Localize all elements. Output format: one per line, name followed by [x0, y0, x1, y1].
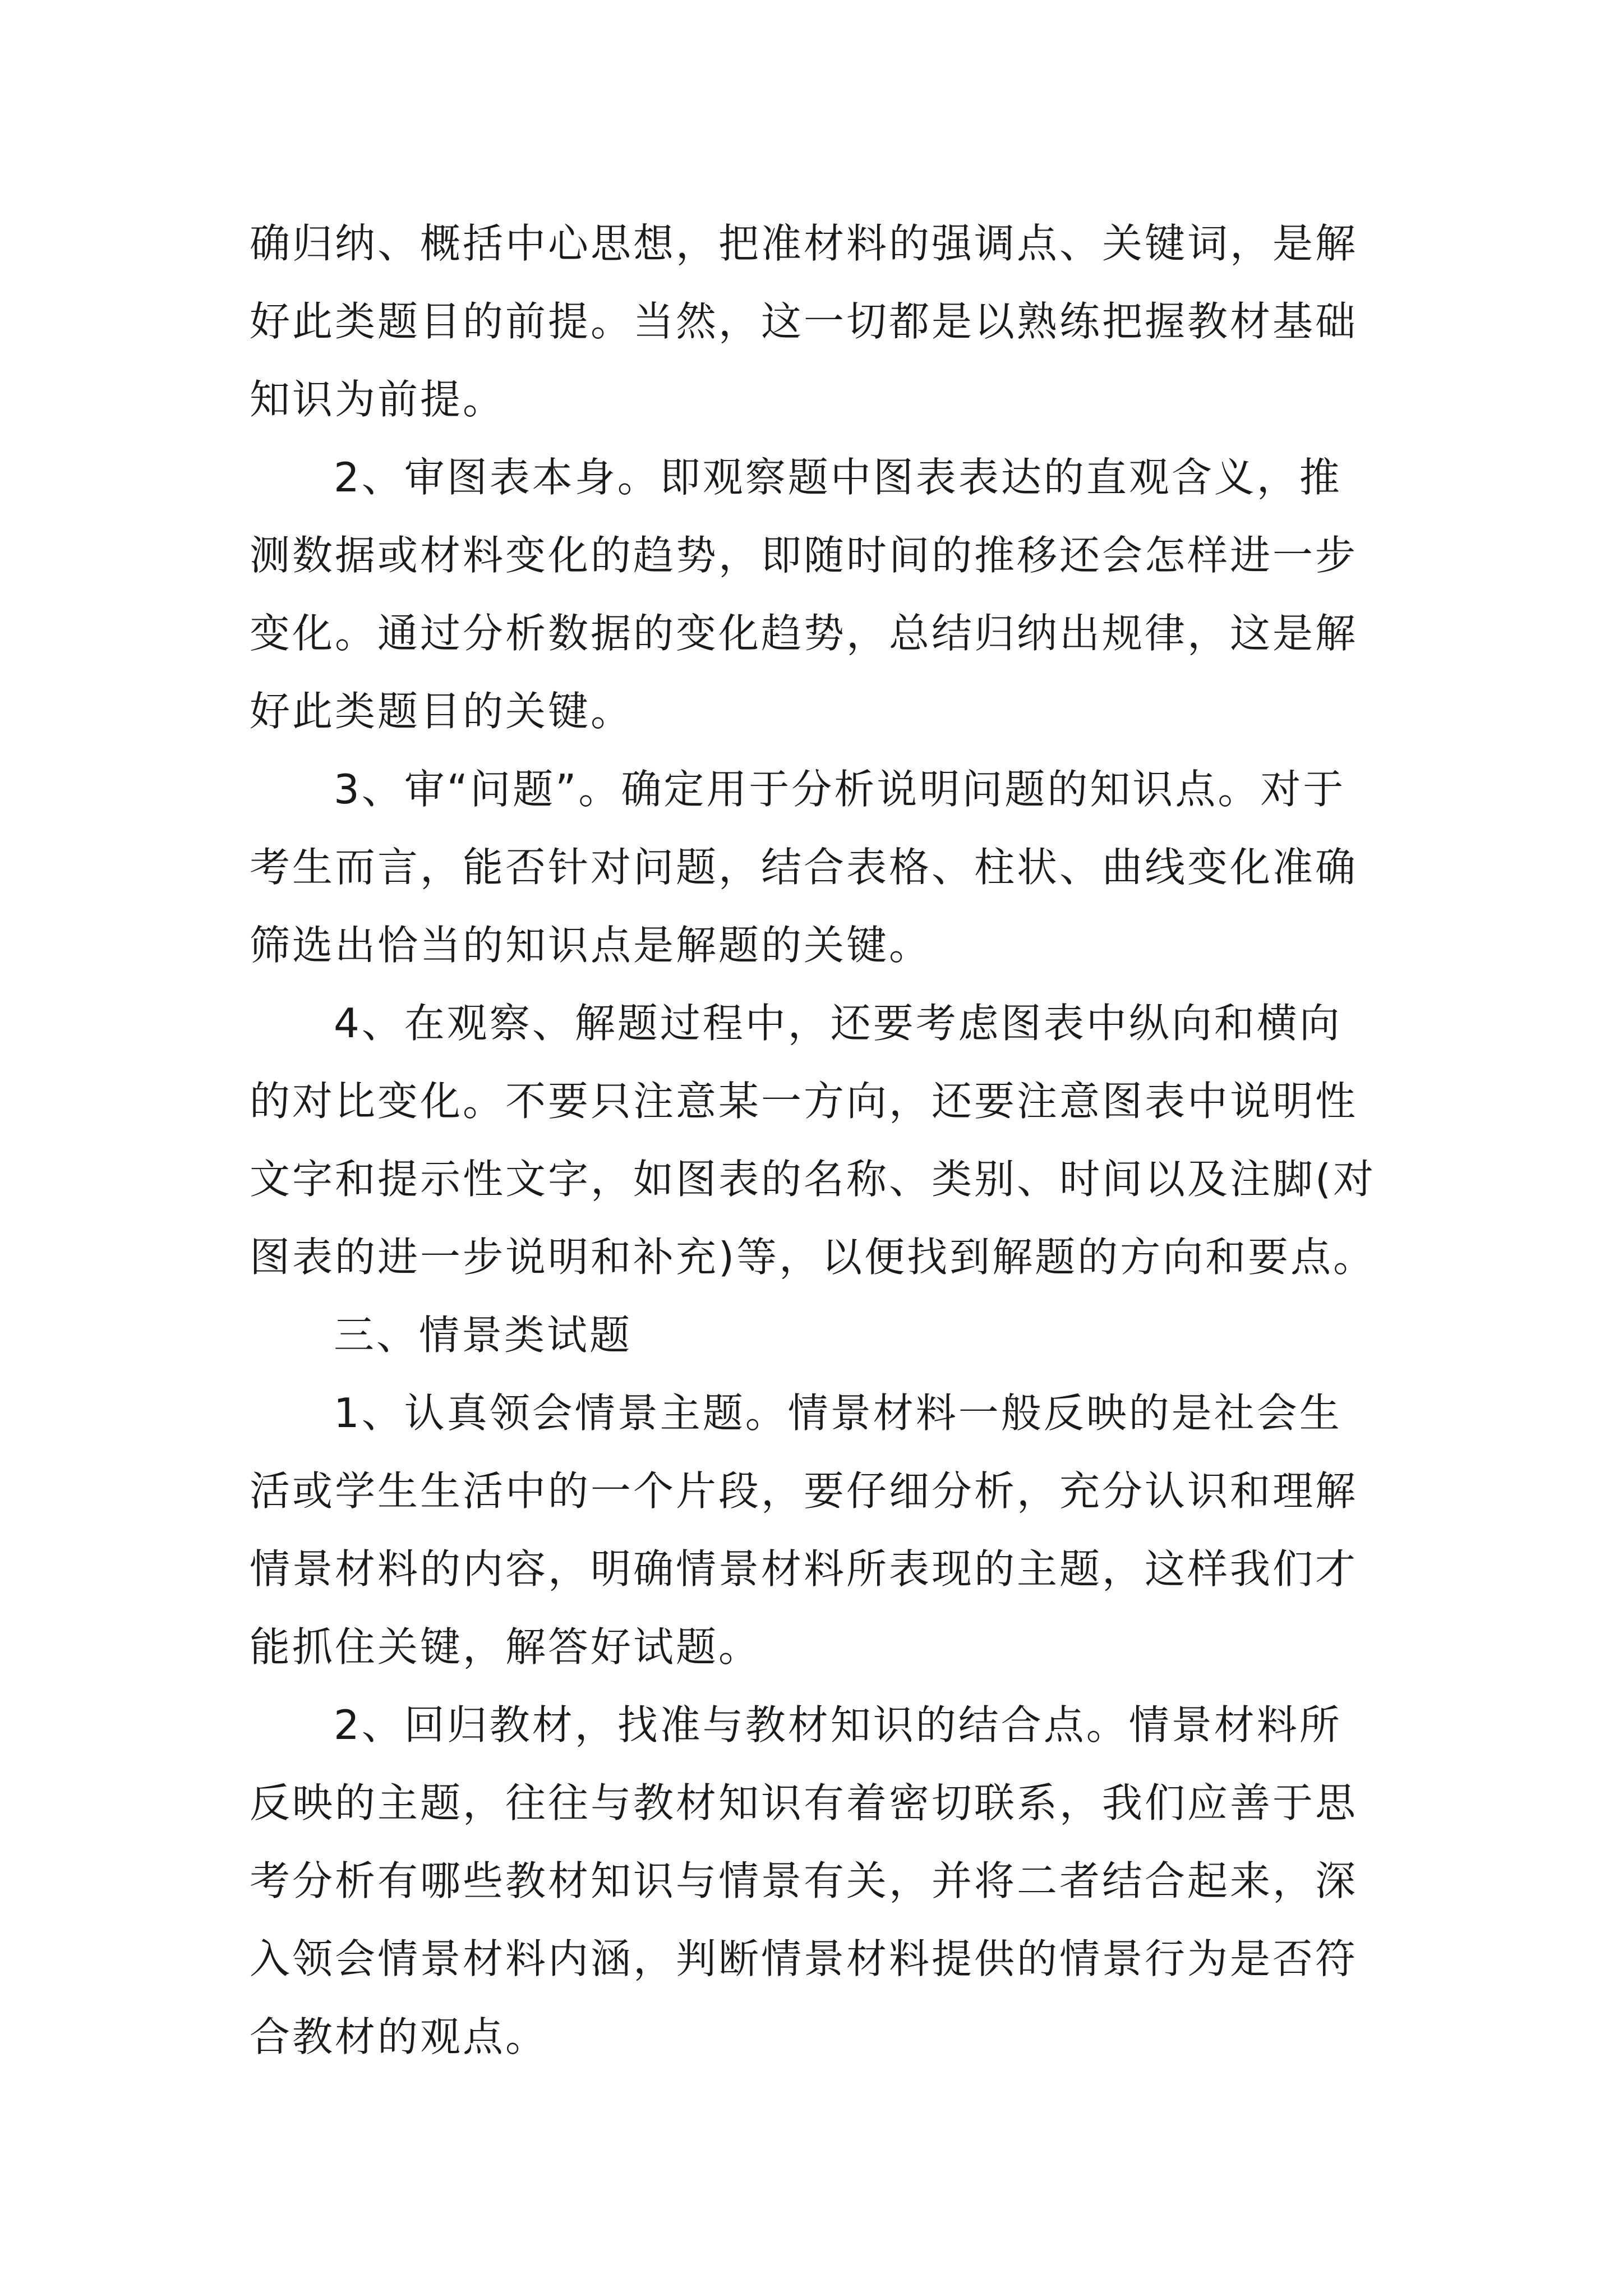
text-line: 好此类题目的关键。	[250, 688, 634, 735]
text-line: 的对比变化。不要只注意某一方向，还要注意图表中说明性	[250, 1078, 1358, 1125]
paragraph-start-line: 2、回归教材，找准与教材知识的结合点。情景材料所	[334, 1701, 1342, 1749]
text-line: 合教材的观点。	[250, 2013, 548, 2060]
text-line: 测数据或材料变化的趋势，即随时间的推移还会怎样进一步	[250, 532, 1358, 579]
text-line: 变化。通过分析数据的变化趋势，总结归纳出规律，这是解	[250, 610, 1358, 657]
paragraph-start-line: 3、审“问题”。确定用于分析说明问题的知识点。对于	[334, 766, 1346, 813]
text-line: 活或学生生活中的一个片段，要仔细分析，充分认识和理解	[250, 1467, 1358, 1515]
section-heading: 三、情景类试题	[334, 1312, 633, 1359]
text-line: 好此类题目的前提。当然，这一切都是以熟练把握教材基础	[250, 298, 1358, 345]
paragraph-start-line: 4、在观察、解题过程中，还要考虑图表中纵向和横向	[334, 1000, 1342, 1047]
text-line: 入领会情景材料内涵，判断情景材料提供的情景行为是否符	[250, 1935, 1358, 1982]
body-text	[250, 205, 1394, 2076]
text-line: 图表的进一步说明和补充)等，以便找到解题的方向和要点。	[250, 1234, 1376, 1281]
text-line: 确归纳、概括中心思想，把准材料的强调点、关键词，是解	[250, 220, 1358, 267]
text-line: 能抓住关键，解答好试题。	[250, 1623, 762, 1671]
text-line: 知识为前提。	[250, 376, 506, 423]
text-line: 反映的主题，往往与教材知识有着密切联系，我们应善于思	[250, 1779, 1358, 1826]
text-line: 文字和提示性文字，如图表的名称、类别、时间以及注脚(对	[250, 1156, 1376, 1203]
text-line: 情景材料的内容，明确情景材料所表现的主题，这样我们才	[250, 1545, 1358, 1593]
text-line: 筛选出恰当的知识点是解题的关键。	[250, 922, 932, 969]
paragraph-start-line: 1、认真领会情景主题。情景材料一般反映的是社会生	[334, 1389, 1342, 1437]
text-line: 考分析有哪些教材知识与情景有关，并将二者结合起来，深	[250, 1857, 1358, 1904]
paragraph-start-line: 2、审图表本身。即观察题中图表表达的直观含义，推	[334, 454, 1342, 501]
text-line: 考生而言，能否针对问题，结合表格、柱状、曲线变化准确	[250, 844, 1358, 891]
